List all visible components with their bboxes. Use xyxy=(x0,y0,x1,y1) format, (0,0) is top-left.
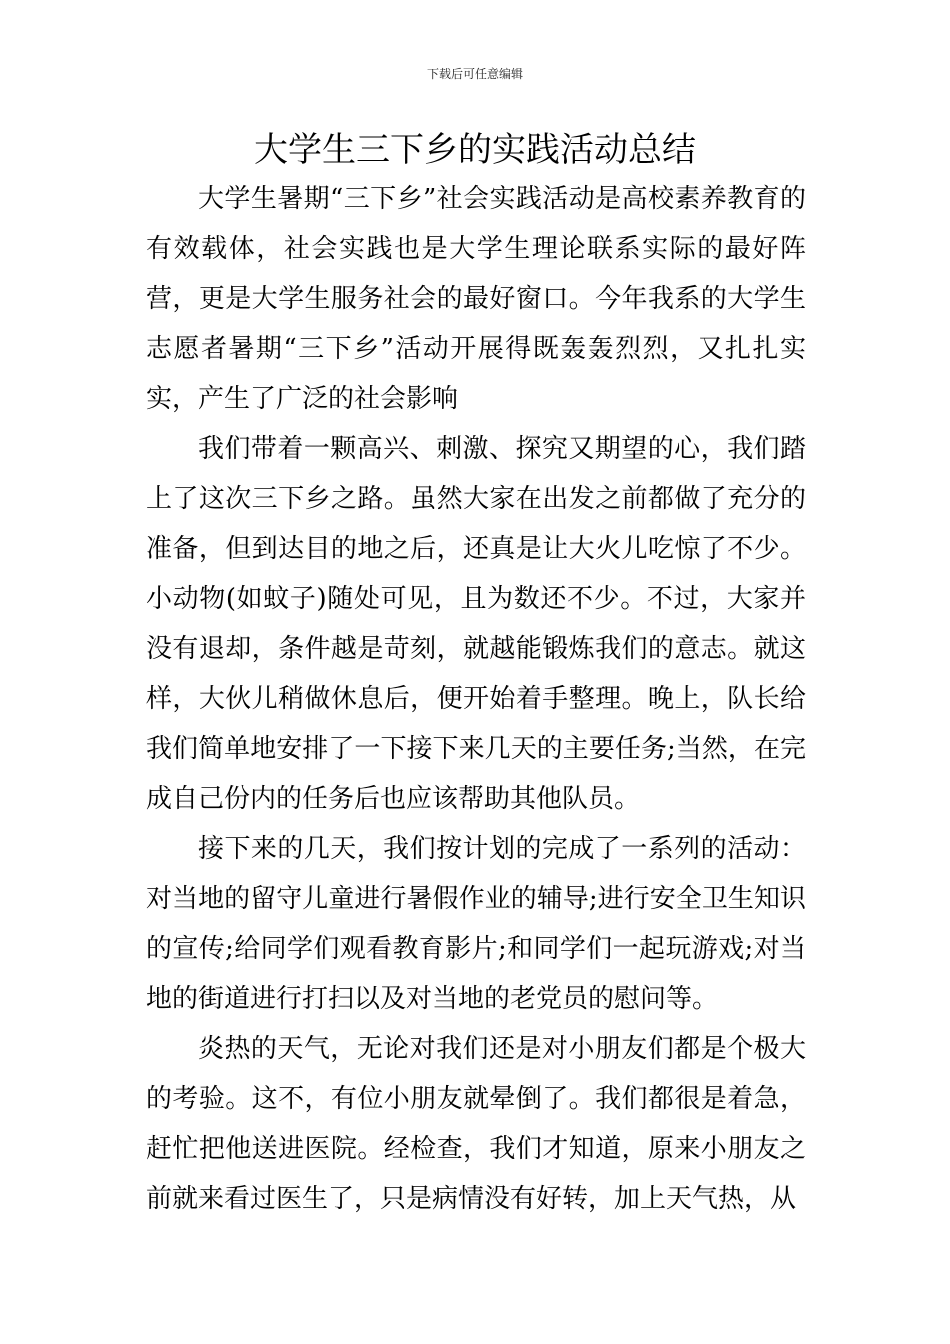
paragraph-2: 我们带着一颗高兴、刺激、探究又期望的心，我们踏上了这次三下乡之路。虽然大家在出发之前都做了充分的准备，但到达目的地之后，还真是让大火儿吃惊了不少。小动物(如蚊子)随处可见，且为数还不少。不过，大家并没有退却，条件越是苛刻，就越能锻炼我们的意志。就这样，大伙儿稍做休息后，便开始着手整理。晚上，队长给我们简单地安排了一下接下来几天的主要任务;当然，在完成自己份内的任务后也应该帮助其他队员。 xyxy=(146,434,806,814)
paragraph-3: 接下来的几天，我们按计划的完成了一系列的活动：对当地的留守儿童进行暑假作业的辅导;进行安全卫生知识的宣传;给同学们观看教育影片;和同学们一起玩游戏;对当地的街道进行打扫以及对当地的老党员的慰问等。 xyxy=(146,834,806,1014)
document-body xyxy=(146,174,806,1224)
document-title: 大学生三下乡的实践活动总结 xyxy=(254,130,696,170)
header-note: 下载后可任意编辑 xyxy=(426,67,523,81)
paragraph-4: 炎热的天气，无论对我们还是对小朋友们都是个极大的考验。这不，有位小朋友就晕倒了。我们都很是着急，赶忙把他送进医院。经检查，我们才知道，原来小朋友之前就来看过医生了，只是病情没有好转，加上天气热，从 xyxy=(146,1034,806,1214)
paragraph-1: 大学生暑期“三下乡”社会实践活动是高校素养教育的有效载体，社会实践也是大学生理论联系实际的最好阵营，更是大学生服务社会的最好窗口。今年我系的大学生志愿者暑期“三下乡”活动开展得既轰轰烈烈，又扎扎实实，产生了广泛的社会影响 xyxy=(146,184,806,414)
